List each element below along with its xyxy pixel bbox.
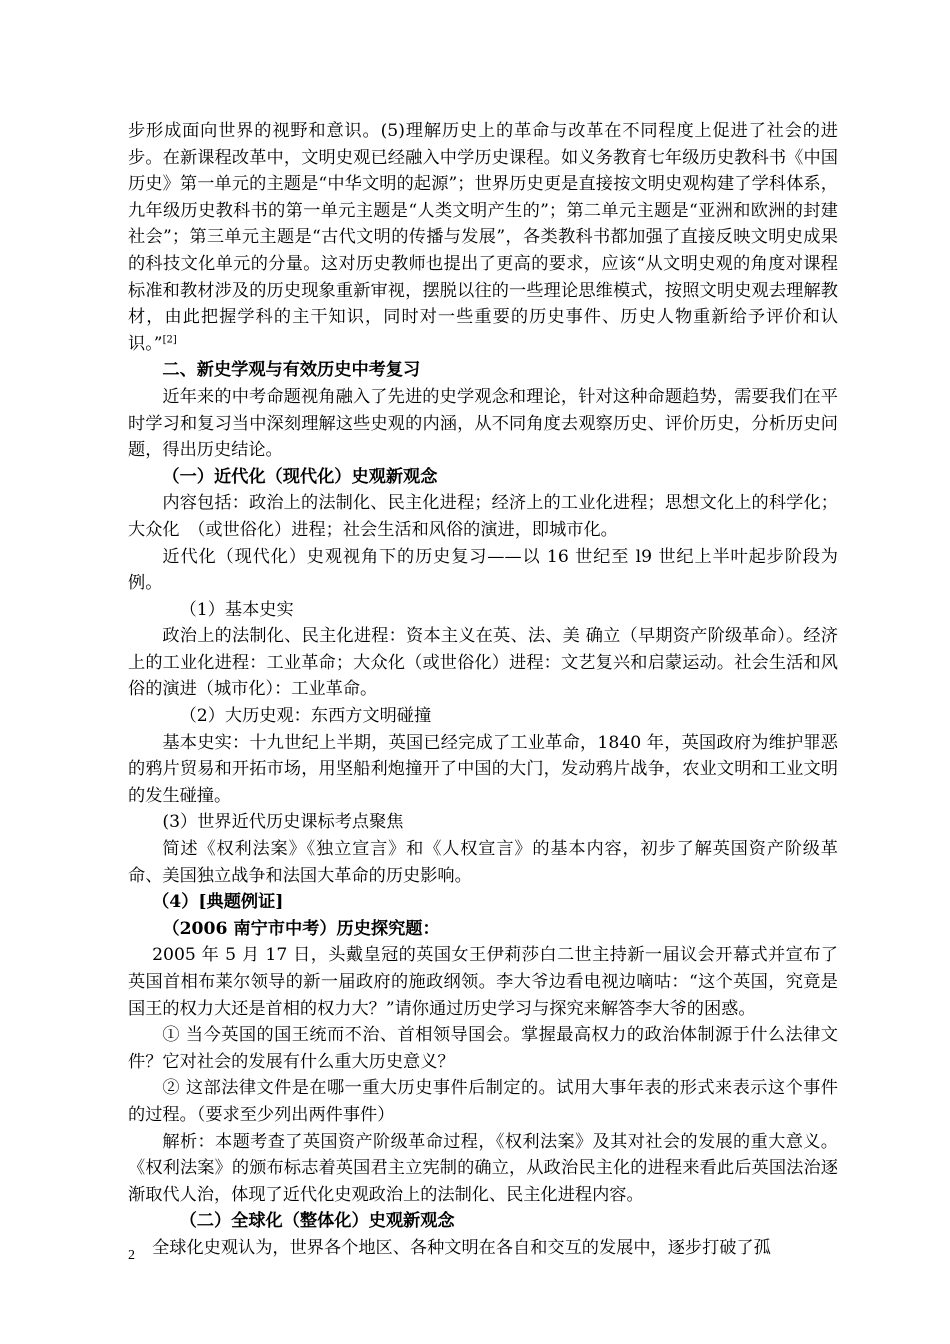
subsection-heading-modernization: （一）近代化（现代化）史观新观念 bbox=[162, 466, 438, 487]
item-curriculum-focus: (3）世界近代历史课标考点聚焦 bbox=[162, 812, 404, 833]
paragraph-curriculum-focus: 简述《权利法案》《独立宣言》和《人权宣言》的基本内容，初步了解英国资产阶级革命、美国独立战争和法国大革命的历史影响。 bbox=[128, 839, 838, 886]
paragraph-analysis: 解析：本题考查了英国资产阶级革命过程，《权利法案》及其对社会的发展的重大意义。《权利法案》的颁布标志着英国君主立宪制的确立，从政治民主化的进程来看此后英国法治逐渐取代人治，体现了近代化史观政治上的法制化、民主化进程内容。 bbox=[128, 1131, 838, 1205]
page-number: 2 bbox=[128, 1248, 135, 1263]
paragraph-content: 内容包括：政治上的法制化、民主化进程；经济上的工业化进程；思想文化上的科学化；大众化 （或世俗化）进程；社会生活和风俗的演进，即城市化。 bbox=[128, 493, 838, 540]
paragraph-intro: 近年来的中考命题视角融入了先进的史学观念和理论，针对这种命题趋势，需要我们在平时学习和复习当中深刻理解这些史观的内涵，从不同角度去观察历史、评价历史，分析历史问题，得出历史结论。 bbox=[128, 386, 838, 461]
paragraph-big-history: 基本史实：十九世纪上半期，英国已经完成了工业革命，1840 年，英国政府为维护罪恶的鸦片贸易和开拓市场，用坚船利炮撞开了中国的大门，发动鸦片战争，农业文明和工业文明的发生碰撞。 bbox=[128, 732, 838, 806]
section-heading-2: 二、新史学观与有效历史中考复习 bbox=[162, 360, 421, 381]
question-1: ① 当今英国的国王统而不治、首相领导国会。掌握最高权力的政治体制源于什么法律文件？它对社会的发展有什么重大历史意义？ bbox=[128, 1025, 838, 1072]
document-body bbox=[128, 118, 838, 1262]
paragraph-review-example: 近代化（现代化）史观视角下的历史复习——以 16 世纪至 l9 世纪上半叶起步阶段为例。 bbox=[128, 546, 838, 594]
item-typical-example: （4）[典题例证] bbox=[152, 892, 284, 913]
citation-ref: [2] bbox=[162, 334, 177, 346]
item-basic-facts: （1）基本史实 bbox=[179, 599, 294, 620]
paragraph-exam-question: 2005 年 5 月 17 日，头戴皇冠的英国女王伊莉莎白二世主持新一届议会开幕式并宣布了英国首相布莱尔领导的新一届政府的施政纲领。李大爷边看电视边嘀咕：“这个英国，究竟是国王的权力大还是首相的权力大？”请你通过历史学习与探究来解答李大爷的困惑。 bbox=[128, 945, 838, 1019]
paragraph-basic-facts: 政治上的法制化、民主化进程：资本主义在英、法、美 确立（早期资产阶级革命）。经济上的工业化进程：工业革命；大众化（或世俗化）进程：文艺复兴和启蒙运动。社会生活和风俗的演进（城市化）：工业革命。 bbox=[128, 626, 838, 700]
question-2: ② 这部法律文件是在哪一重大历史事件后制定的。试用大事年表的形式来表示这个事件的过程。（要求至少列出两件事件） bbox=[128, 1078, 838, 1125]
item-big-history: （2）大历史观：东西方文明碰撞 bbox=[179, 706, 432, 727]
paragraph-civilization-view: 步形成面向世界的视野和意识。(5)理解历史上的革命与改革在不同程度上促进了社会的进步。在新课程改革中，文明史观已经融入中学历史课程。如义务教育七年级历史教科书《中国历史》第一单元的主题是“中华文明的起源”；世界历史更是直接按文明史观构建了学科体系，九年级历史教科书的第一单元主题是“人类文明产生的”；第二单元主题是“亚洲和欧洲的封建社会”；第三单元主题是“古代文明的传播与发展”，各类教科书都加强了直接反映文明史成果的科技文化单元的分量。这对历史教师也提出了更高的要求，应该“从文明史观的角度对课程标准和教材涉及的历史现象重新审视，摆脱以往的一些理论思维模式，按照文明史观去理解教材，由此把握学科的主干知识，同时对一些重要的历史事件、历史人物重新给予评价和认识。”[2] bbox=[128, 121, 838, 354]
subsection-heading-globalization: （二）全球化（整体化）史观新观念 bbox=[179, 1211, 455, 1232]
paragraph-globalization: 全球化史观认为，世界各个地区、各种文明在各自和交互的发展中，逐步打破了孤 bbox=[152, 1237, 771, 1258]
exam-question-heading: （2006 南宁市中考）历史探究题： bbox=[162, 918, 440, 939]
